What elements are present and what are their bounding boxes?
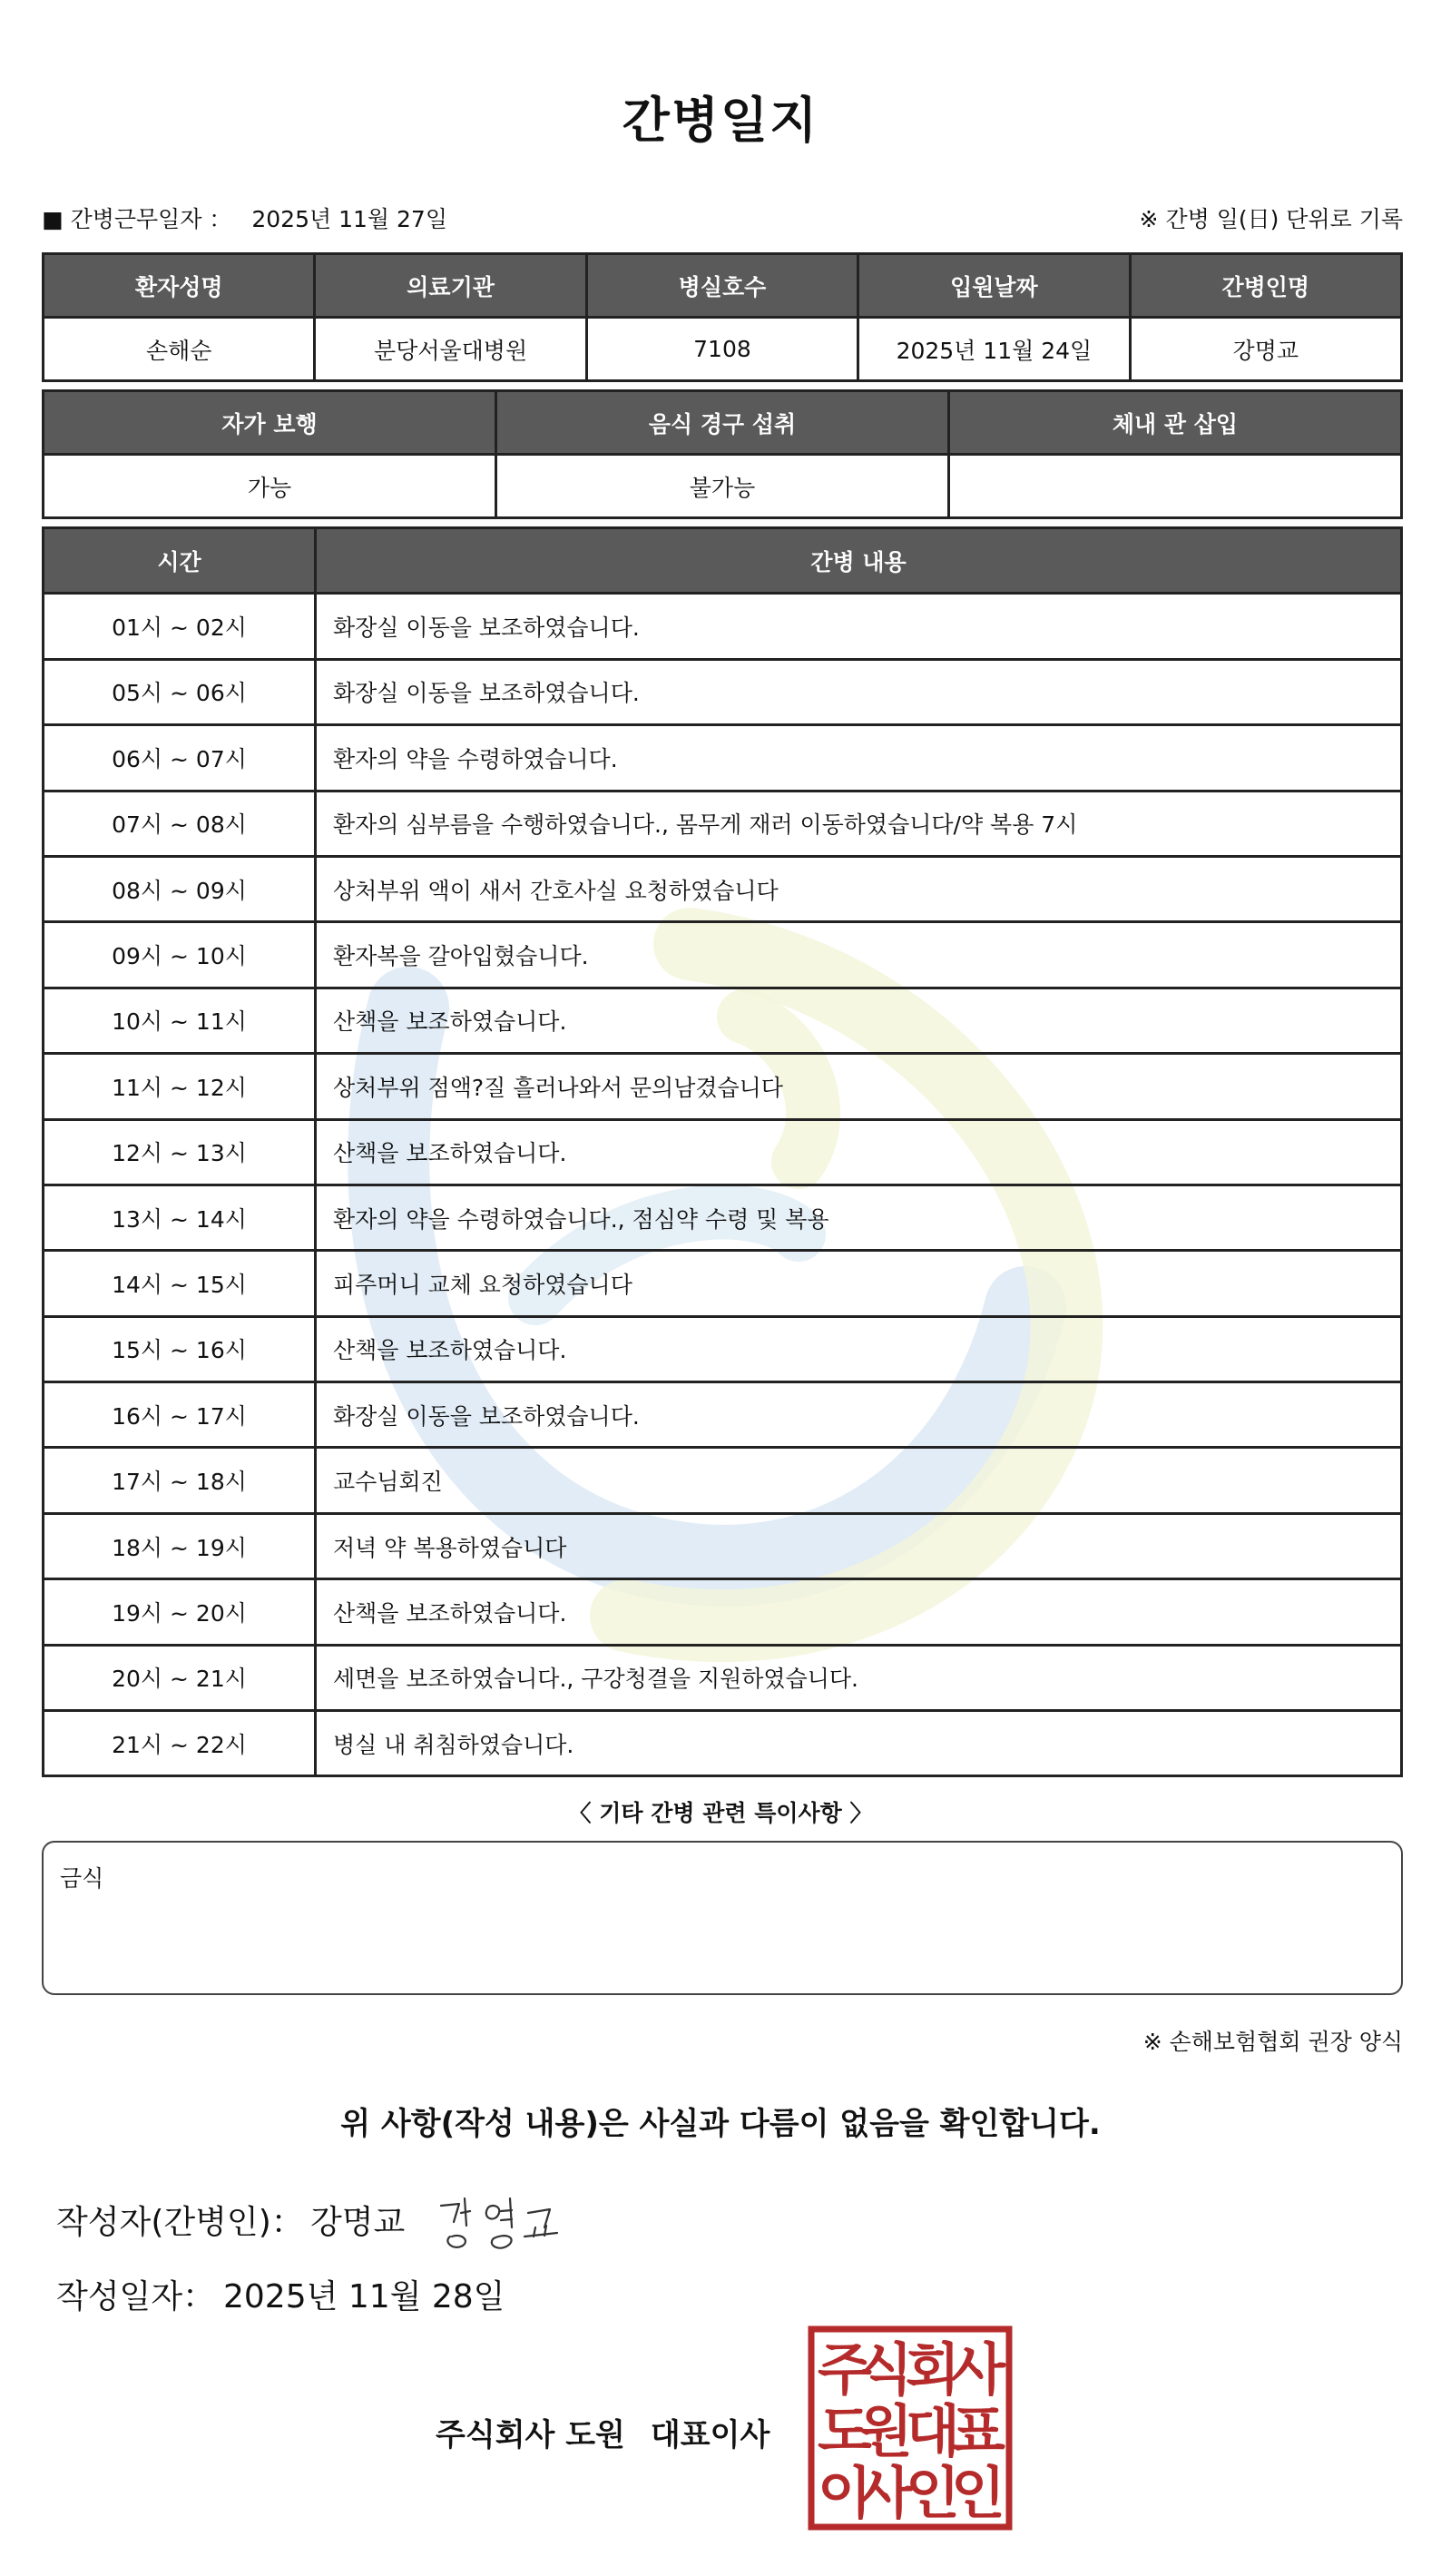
content-cell: 환자복을 갈아입혔습니다. xyxy=(316,922,1402,988)
header-patient-name: 환자성명 xyxy=(44,254,315,318)
table-row xyxy=(44,856,1402,921)
table-row xyxy=(44,1382,1402,1448)
table-row xyxy=(44,1579,1402,1645)
meta-row xyxy=(42,202,1403,238)
header-admission-date: 입원날짜 xyxy=(858,254,1130,318)
svg-text:원: 원 xyxy=(858,2398,913,2464)
table-row xyxy=(44,1054,1402,1119)
time-cell: 21시 ~ 22시 xyxy=(44,1711,316,1776)
table-row xyxy=(44,1119,1402,1185)
table-row xyxy=(44,1513,1402,1578)
writer-line xyxy=(56,2197,405,2243)
time-cell: 07시 ~ 08시 xyxy=(44,791,316,856)
svg-text:식: 식 xyxy=(858,2336,913,2403)
status-header-row xyxy=(44,391,1402,455)
svg-text:회: 회 xyxy=(906,2336,960,2403)
content-cell: 산책을 보조하였습니다. xyxy=(316,1119,1402,1185)
table-row xyxy=(44,988,1402,1053)
content-cell: 교수님회진 xyxy=(316,1448,1402,1513)
special-notes-box xyxy=(42,1841,1403,1995)
walking-status: 가능 xyxy=(44,455,496,518)
svg-text:주: 주 xyxy=(818,2336,872,2403)
time-cell: 19시 ~ 20시 xyxy=(44,1579,316,1645)
svg-text:이: 이 xyxy=(818,2460,872,2526)
recommend-note: ※ 손해보험협회 권장 양식 xyxy=(1142,2029,1403,2055)
table-row xyxy=(44,659,1402,724)
svg-text:도: 도 xyxy=(818,2398,872,2464)
patient-status-table xyxy=(42,389,1403,519)
content-cell: 환자의 심부름을 수행하였습니다., 몸무게 재러 이동하였습니다/약 복용 7시 xyxy=(316,791,1402,856)
table-row xyxy=(44,1448,1402,1513)
oral-intake-status: 불가능 xyxy=(496,455,949,518)
company-signature xyxy=(436,2410,770,2454)
table-row xyxy=(44,1185,1402,1250)
table-row xyxy=(44,1711,1402,1776)
svg-text:대: 대 xyxy=(906,2398,960,2464)
time-cell: 13시 ~ 14시 xyxy=(44,1185,316,1250)
svg-text:표: 표 xyxy=(951,2398,1005,2464)
writer-label: 작성자(간병인)： xyxy=(56,2204,304,2241)
time-cell: 08시 ~ 09시 xyxy=(44,856,316,921)
time-cell: 09시 ~ 10시 xyxy=(44,922,316,988)
header-tube-insertion: 체내 관 삽입 xyxy=(949,391,1402,455)
table-row xyxy=(44,1316,1402,1381)
time-cell: 17시 ~ 18시 xyxy=(44,1448,316,1513)
care-log-table xyxy=(42,526,1403,1777)
time-cell: 18시 ~ 19시 xyxy=(44,1513,316,1578)
time-cell: 12시 ~ 13시 xyxy=(44,1119,316,1185)
company-title: 대표이사 xyxy=(650,2417,770,2453)
table-row xyxy=(44,922,1402,988)
care-log-header-row xyxy=(44,528,1402,594)
content-cell: 산책을 보조하였습니다. xyxy=(316,1579,1402,1645)
admission-date: 2025년 11월 24일 xyxy=(858,318,1130,381)
company-name: 주식회사 도원 xyxy=(436,2417,625,2453)
content-cell: 상처부위 점액?질 흘러나와서 문의남겼습니다 xyxy=(316,1054,1402,1119)
tube-insertion-status xyxy=(949,455,1402,518)
room-number: 7108 xyxy=(586,318,858,381)
work-date-label: ■ 간병근무일자 ： xyxy=(42,206,232,232)
svg-text:사: 사 xyxy=(858,2460,913,2526)
table-row xyxy=(44,1645,1402,1710)
content-cell: 상처부위 액이 새서 간호사실 요청하였습니다 xyxy=(316,856,1402,921)
writer-name: 강명교 xyxy=(310,2204,406,2241)
content-cell: 병실 내 취침하였습니다. xyxy=(316,1711,1402,1776)
special-notes-title: 〈 기타 간병 관련 특이사항 〉 xyxy=(568,1800,873,1826)
content-cell: 화장실 이동을 보조하였습니다. xyxy=(316,1382,1402,1448)
work-date-value: 2025년 11월 27일 xyxy=(251,206,447,232)
time-cell: 01시 ~ 02시 xyxy=(44,594,316,659)
time-cell: 15시 ~ 16시 xyxy=(44,1316,316,1381)
time-cell: 14시 ~ 15시 xyxy=(44,1251,316,1316)
time-cell: 16시 ~ 17시 xyxy=(44,1382,316,1448)
header-walking: 자가 보행 xyxy=(44,391,496,455)
header-room: 병실호수 xyxy=(586,254,858,318)
time-cell: 06시 ~ 07시 xyxy=(44,725,316,791)
work-date xyxy=(42,202,447,234)
header-hospital: 의료기관 xyxy=(315,254,586,318)
patient-name: 손해순 xyxy=(44,318,315,381)
hospital-name: 분당서울대병원 xyxy=(315,318,586,381)
time-cell: 10시 ~ 11시 xyxy=(44,988,316,1053)
patient-info-table xyxy=(42,252,1403,382)
special-notes-content: 금식 xyxy=(60,1865,104,1892)
time-cell: 20시 ~ 21시 xyxy=(44,1645,316,1710)
unit-note: ※ 간병 일(日) 단위로 기록 xyxy=(1139,206,1403,232)
svg-text:인: 인 xyxy=(951,2460,1005,2526)
svg-text:인: 인 xyxy=(906,2460,960,2526)
table-row xyxy=(44,791,1402,856)
patient-header-row xyxy=(44,254,1402,318)
content-cell: 산책을 보조하였습니다. xyxy=(316,1316,1402,1381)
content-cell: 저녁 약 복용하였습니다 xyxy=(316,1513,1402,1578)
content-cell: 피주머니 교체 요청하였습니다 xyxy=(316,1251,1402,1316)
written-date-value: 2025년 11월 28일 xyxy=(223,2278,505,2315)
content-cell: 환자의 약을 수령하였습니다., 점심약 수령 및 복용 xyxy=(316,1185,1402,1250)
handwritten-signature xyxy=(434,2186,588,2258)
svg-text:사: 사 xyxy=(951,2336,1005,2403)
patient-value-row xyxy=(44,318,1402,381)
caregiver-name: 강명교 xyxy=(1130,318,1401,381)
written-date-label: 작성일자： xyxy=(56,2278,216,2315)
content-cell: 환자의 약을 수령하였습니다. xyxy=(316,725,1402,791)
header-care-content: 간병 내용 xyxy=(316,528,1402,594)
confirmation-statement: 위 사항(작성 내용)은 사실과 다름이 없음을 확인합니다. xyxy=(340,2106,1101,2142)
header-caregiver: 간병인명 xyxy=(1130,254,1401,318)
time-cell: 05시 ~ 06시 xyxy=(44,659,316,724)
header-oral-intake: 음식 경구 섭취 xyxy=(496,391,949,455)
table-row xyxy=(44,1251,1402,1316)
company-seal xyxy=(808,2325,1013,2531)
content-cell: 세면을 보조하였습니다., 구강청결을 지원하였습니다. xyxy=(316,1645,1402,1710)
table-row xyxy=(44,725,1402,791)
table-row xyxy=(44,594,1402,659)
time-cell: 11시 ~ 12시 xyxy=(44,1054,316,1119)
page-title: 간병일지 xyxy=(622,92,819,149)
content-cell: 화장실 이동을 보조하였습니다. xyxy=(316,594,1402,659)
header-time: 시간 xyxy=(44,528,316,594)
content-cell: 산책을 보조하였습니다. xyxy=(316,988,1402,1053)
written-date-line xyxy=(56,2271,505,2317)
status-value-row xyxy=(44,455,1402,518)
content-cell: 화장실 이동을 보조하였습니다. xyxy=(316,659,1402,724)
